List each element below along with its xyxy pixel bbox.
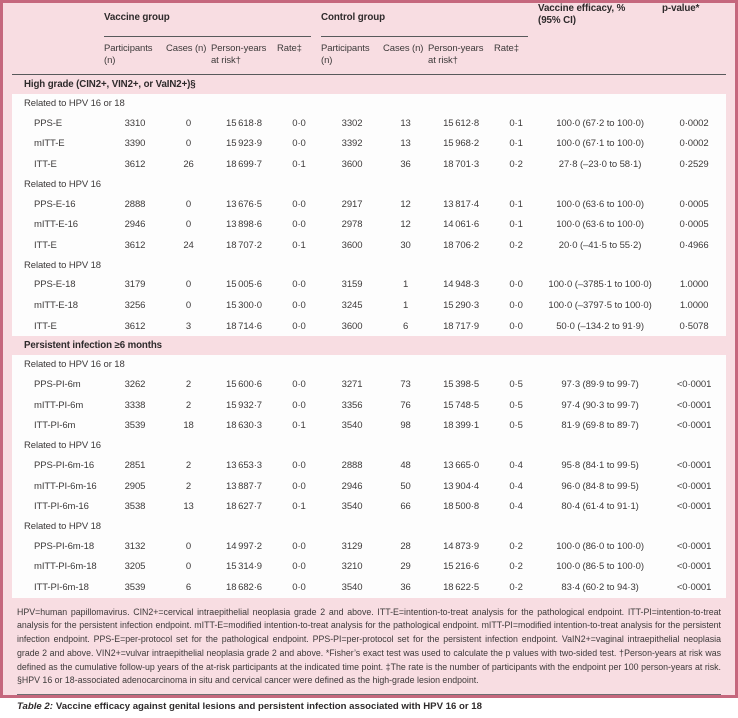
data-cell: 2888 [321,455,383,476]
vaccine-participants-header: Participants (n) [104,43,153,66]
data-cell: 0·5 [494,395,538,416]
section-band [12,75,726,95]
data-cell: <0·0001 [662,395,726,416]
data-cell: 0·0 [277,455,321,476]
data-cell: 0·0005 [662,194,726,215]
data-cell: 6 [166,577,211,598]
empty-label-cell [12,37,104,75]
data-cell: 83·4 (60·2 to 94·3) [538,577,662,598]
table-row [12,536,726,557]
data-cell: 18 707·2 [211,235,277,256]
table-row [12,154,726,175]
data-cell: 100·0 (–3797·5 to 100·0) [538,295,662,316]
data-cell: 26 [166,154,211,175]
data-cell: 3540 [321,416,383,437]
table-row [12,295,726,316]
data-cell: 14 948·3 [428,275,494,296]
vaccine-person-years-header: Person-years at risk† [211,43,267,66]
data-cell: 100·0 (86·0 to 100·0) [538,536,662,557]
data-cell: 0·1 [494,194,538,215]
data-cell: 3245 [321,295,383,316]
data-cell: 2888 [104,194,166,215]
table-row [12,395,726,416]
data-cell: 0·1 [494,113,538,134]
data-cell: 15 968·2 [428,134,494,155]
data-cell: <0·0001 [662,374,726,395]
data-cell: 0·0 [277,316,321,337]
data-cell: 12 [383,214,428,235]
data-cell: 0·0 [277,557,321,578]
empty-corner-cell [12,3,104,37]
data-cell: 0 [166,214,211,235]
data-cell: 13 [383,113,428,134]
row-label: mITT-E-16 [12,214,104,235]
table-row [12,577,726,598]
data-cell: 3600 [321,154,383,175]
data-cell: 0·1 [277,496,321,517]
group-label: Related to HPV 18 [12,256,726,275]
data-cell: 73 [383,374,428,395]
data-cell: 13 676·5 [211,194,277,215]
data-cell: 0 [166,194,211,215]
data-cell: 18 682·6 [211,577,277,598]
data-cell: 1 [383,275,428,296]
data-cell: 0 [166,113,211,134]
data-cell: 0·4 [494,476,538,497]
data-cell: 3612 [104,316,166,337]
data-cell: 0·4 [494,496,538,517]
group-row [12,517,726,536]
data-cell: 14 061·6 [428,214,494,235]
data-cell: 1.0000 [662,295,726,316]
data-cell: 13 887·7 [211,476,277,497]
table-caption [3,695,735,718]
data-cell: 50 [383,476,428,497]
data-cell: 81·9 (69·8 to 89·7) [538,416,662,437]
section-title: High grade (CIN2+, VIN2+, or VaIN2+)§ [12,75,726,95]
data-cell: 0·0 [277,275,321,296]
data-cell: 3132 [104,536,166,557]
data-cell: 0·0 [494,295,538,316]
data-cell: 3210 [321,557,383,578]
data-cell: <0·0001 [662,557,726,578]
table-row [12,557,726,578]
data-cell: 3540 [321,577,383,598]
group-label: Related to HPV 16 [12,175,726,194]
data-cell: 2 [166,374,211,395]
section-band [12,336,726,355]
table-row [12,113,726,134]
data-cell: 29 [383,557,428,578]
caption-prefix: Table 2: [17,700,53,712]
data-cell: 50·0 (–134·2 to 91·9) [538,316,662,337]
data-cell: <0·0001 [662,536,726,557]
control-group-label: Control group [321,12,386,23]
data-cell: 100·0 (86·5 to 100·0) [538,557,662,578]
data-cell: 15 216·6 [428,557,494,578]
table-footnote: HPV=human papillomavirus. CIN2+=cervical intraepithelial neoplasia grade 2 and above. ITT-E=intention-to-treat analysis for the pathological endpoint. ITT-PI=intention-to-treat analysis for the persistent infection endpoint. mITT-E=modified intention-to-treat analysis for the pathological endpoint. mITT-PI=modified intention-to-treat analysis for the persistent infection endpoint. PPS-E=per-protocol set for the pathological endpoint. PPS-PI=per-protocol set for the persistent infection endpoint. VaIN2+=vaginal intraepithelial neoplasia grade 2 and above. VIN2+=vulvar intraepithelial neoplasia grade 2 and above. *Fisher’s exact test was used to calculate the p values with two-sided test. †Person-years at risk was defined as the cumulative follow-up years of the at-risk participants at the indicated time point. ‡The rate is the number of participants with the endpoint per 100 person-years at risk. §HPV 16 or 18-associated adenocarcinoma in situ and cervical cancer were defined as the high-grade lesion endpoint. [17,606,721,686]
vaccine-group-header [104,3,321,37]
data-cell: 97·3 (89·9 to 99·7) [538,374,662,395]
data-cell: 18 399·1 [428,416,494,437]
table-row [12,134,726,155]
row-label: ITT-E [12,316,104,337]
row-label: PPS-PI-6m [12,374,104,395]
row-label: mITT-PI-6m-16 [12,476,104,497]
data-cell: 15 923·9 [211,134,277,155]
vaccine-cases-header: Cases (n) [166,43,207,54]
data-cell: 13 [383,134,428,155]
row-label: mITT-E-18 [12,295,104,316]
row-label: ITT-PI-6m-18 [12,577,104,598]
data-cell: 3179 [104,275,166,296]
efficacy-column-header [538,3,662,75]
data-cell: 15 005·6 [211,275,277,296]
row-label: ITT-E [12,154,104,175]
data-cell: 100·0 (63·6 to 100·0) [538,214,662,235]
data-cell: 0·5 [494,374,538,395]
data-cell: 14 873·9 [428,536,494,557]
data-cell: 100·0 (67·1 to 100·0) [538,134,662,155]
data-cell: 1 [383,295,428,316]
data-cell: 3600 [321,235,383,256]
data-cell: 2946 [104,214,166,235]
data-cell: 13 [166,496,211,517]
data-cell: 2978 [321,214,383,235]
row-label: ITT-E [12,235,104,256]
table-body [12,75,726,598]
data-cell: 3539 [104,416,166,437]
data-cell: 15 314·9 [211,557,277,578]
caption-text: Vaccine efficacy against genital lesions and persistent infection associated with HPV 16 or 18 [55,700,482,712]
data-cell: 18 714·6 [211,316,277,337]
data-cell: 3600 [321,316,383,337]
data-cell: 20·0 (–41·5 to 55·2) [538,235,662,256]
table-row [12,214,726,235]
data-cell: <0·0001 [662,496,726,517]
data-cell: 0·0002 [662,134,726,155]
data-cell: 3256 [104,295,166,316]
data-cell: 0·1 [494,214,538,235]
row-label: PPS-PI-6m-18 [12,536,104,557]
data-cell: 6 [383,316,428,337]
data-cell: 0·0 [277,134,321,155]
row-label: PPS-PI-6m-16 [12,455,104,476]
section-title: Persistent infection ≥6 months [12,336,726,355]
data-cell: 0·4966 [662,235,726,256]
data-cell: 3262 [104,374,166,395]
data-cell: 18 627·7 [211,496,277,517]
data-cell: 3 [166,316,211,337]
data-cell: 80·4 (61·4 to 91·1) [538,496,662,517]
data-cell: 3612 [104,154,166,175]
data-cell: 36 [383,154,428,175]
data-cell: 15 600·6 [211,374,277,395]
data-cell: 18 701·3 [428,154,494,175]
data-cell: <0·0001 [662,455,726,476]
data-cell: 15 300·0 [211,295,277,316]
group-row [12,355,726,374]
data-cell: 0·2 [494,536,538,557]
data-cell: 3540 [321,496,383,517]
control-person-years-header: Person-years at risk† [428,43,484,66]
table-header [12,3,726,75]
data-cell: 0·1 [277,235,321,256]
group-row [12,175,726,194]
data-cell: 15 748·5 [428,395,494,416]
row-label: mITT-PI-6m-18 [12,557,104,578]
row-label: mITT-E [12,134,104,155]
data-cell: 14 997·2 [211,536,277,557]
data-cell: <0·0001 [662,577,726,598]
data-cell: 48 [383,455,428,476]
data-cell: 13 665·0 [428,455,494,476]
data-cell: 96·0 (84·8 to 99·5) [538,476,662,497]
row-label: PPS-E-16 [12,194,104,215]
efficacy-header-line2: (95% CI) [538,15,576,26]
data-cell: 66 [383,496,428,517]
data-cell: 18 622·5 [428,577,494,598]
data-cell: 100·0 (63·6 to 100·0) [538,194,662,215]
data-cell: 100·0 (67·2 to 100·0) [538,113,662,134]
data-cell: 0·0 [494,316,538,337]
data-cell: 15 618·8 [211,113,277,134]
data-cell: 18 500·8 [428,496,494,517]
data-cell: 100·0 (–3785·1 to 100·0) [538,275,662,296]
group-label: Related to HPV 16 or 18 [12,94,726,113]
row-label: ITT-PI-6m-16 [12,496,104,517]
data-cell: 0·5 [494,416,538,437]
data-cell: 15 932·7 [211,395,277,416]
data-cell: 2 [166,455,211,476]
control-group-header [321,3,538,37]
data-cell: 2 [166,395,211,416]
row-label: ITT-PI-6m [12,416,104,437]
vaccine-group-label: Vaccine group [104,12,170,23]
data-cell: 0·0 [277,374,321,395]
efficacy-header-line1: Vaccine efficacy, % [538,3,626,14]
efficacy-table [12,3,726,598]
data-cell: 3338 [104,395,166,416]
data-cell: 95·8 (84·1 to 99·5) [538,455,662,476]
table-row [12,374,726,395]
table-row [12,416,726,437]
data-cell: 2946 [321,476,383,497]
data-cell: 18 699·7 [211,154,277,175]
data-cell: 13 817·4 [428,194,494,215]
data-cell: 2851 [104,455,166,476]
data-cell: 18 [166,416,211,437]
group-label: Related to HPV 16 or 18 [12,355,726,374]
data-cell: 2917 [321,194,383,215]
table-row [12,235,726,256]
group-row [12,436,726,455]
data-cell: 0·0 [277,113,321,134]
data-cell: 2905 [104,476,166,497]
data-cell: 28 [383,536,428,557]
data-cell: 3159 [321,275,383,296]
data-cell: 0·0 [277,577,321,598]
group-row [12,94,726,113]
data-cell: 0·0 [277,194,321,215]
data-cell: 0·4 [494,455,538,476]
vaccine-rate-header: Rate‡ [277,43,302,54]
data-cell: 36 [383,577,428,598]
data-cell: 0·0 [277,295,321,316]
data-cell: 98 [383,416,428,437]
row-label: mITT-PI-6m [12,395,104,416]
data-cell: 3392 [321,134,383,155]
data-cell: 0·1 [277,154,321,175]
data-cell: 0 [166,536,211,557]
data-cell: 13 898·6 [211,214,277,235]
data-cell: 3205 [104,557,166,578]
data-cell: 3271 [321,374,383,395]
data-cell: 0·1 [494,134,538,155]
data-cell: 15 398·5 [428,374,494,395]
data-cell: 0·2 [494,577,538,598]
data-cell: 0·0 [277,214,321,235]
data-cell: 0 [166,275,211,296]
data-cell: 0·2529 [662,154,726,175]
data-cell: 1.0000 [662,275,726,296]
data-cell: 0·0 [277,395,321,416]
data-cell: 0·0 [277,536,321,557]
data-cell: 3129 [321,536,383,557]
table-container [3,3,735,598]
data-cell: 15 290·3 [428,295,494,316]
control-cases-header: Cases (n) [383,43,424,54]
row-label: PPS-E-18 [12,275,104,296]
data-cell: 0·0005 [662,214,726,235]
table-row [12,194,726,215]
data-cell: 18 630·3 [211,416,277,437]
group-row [12,256,726,275]
data-cell: 18 717·9 [428,316,494,337]
data-cell: 3612 [104,235,166,256]
data-cell: 0 [166,557,211,578]
table-row [12,496,726,517]
data-cell: 12 [383,194,428,215]
p-value-column-header: p-value* [662,3,700,14]
data-cell: 0·0 [494,275,538,296]
data-cell: 0·0002 [662,113,726,134]
data-cell: 0·0 [277,476,321,497]
data-cell: 3302 [321,113,383,134]
data-cell: <0·0001 [662,416,726,437]
data-cell: <0·0001 [662,476,726,497]
data-cell: 0 [166,134,211,155]
data-cell: 3310 [104,113,166,134]
data-cell: 15 612·8 [428,113,494,134]
data-cell: 97·4 (90·3 to 99·7) [538,395,662,416]
data-cell: 13 904·4 [428,476,494,497]
data-cell: 3538 [104,496,166,517]
data-cell: 76 [383,395,428,416]
data-cell: 3356 [321,395,383,416]
group-label: Related to HPV 16 [12,436,726,455]
data-cell: 0·2 [494,235,538,256]
data-cell: 0·2 [494,154,538,175]
data-cell: 13 653·3 [211,455,277,476]
data-cell: 0·2 [494,557,538,578]
data-cell: 0·5078 [662,316,726,337]
row-label: PPS-E [12,113,104,134]
table-row [12,476,726,497]
data-cell: 2 [166,476,211,497]
data-cell: 30 [383,235,428,256]
data-cell: 3539 [104,577,166,598]
data-cell: 24 [166,235,211,256]
control-participants-header: Participants (n) [321,43,370,66]
table-row [12,275,726,296]
data-cell: 3390 [104,134,166,155]
data-cell: 0 [166,295,211,316]
group-label: Related to HPV 18 [12,517,726,536]
data-cell: 18 706·2 [428,235,494,256]
table-row [12,316,726,337]
data-cell: 27·8 (–23·0 to 58·1) [538,154,662,175]
table-row [12,455,726,476]
data-cell: 0·1 [277,416,321,437]
control-rate-header: Rate‡ [494,43,519,54]
